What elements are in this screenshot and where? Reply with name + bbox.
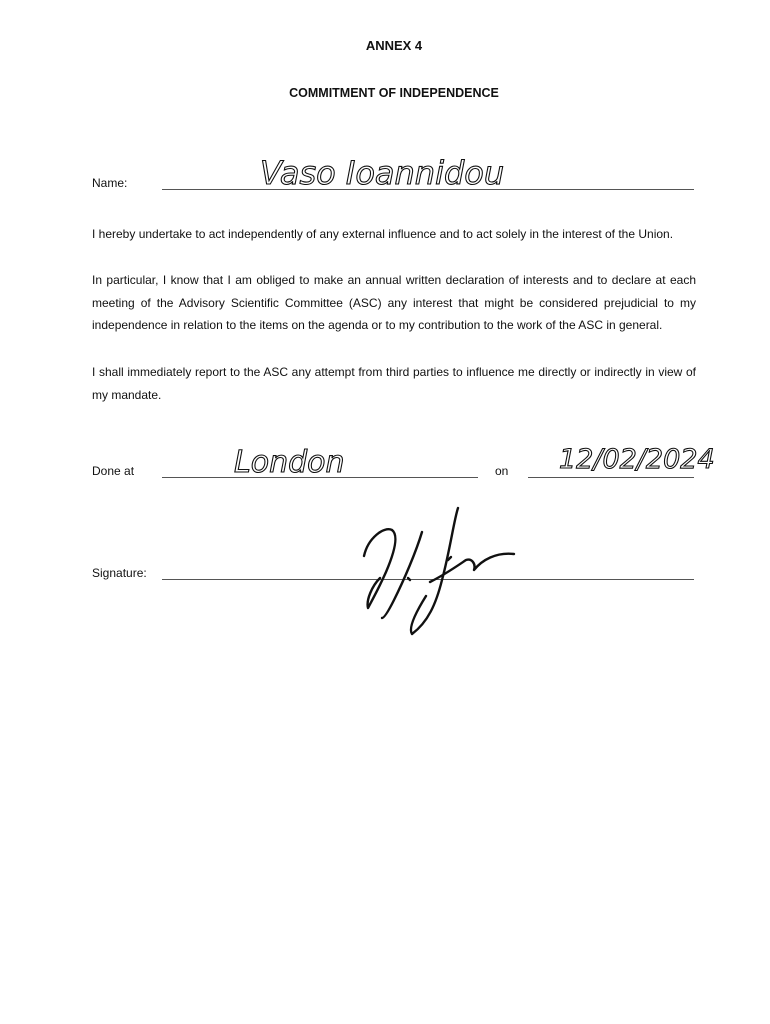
signature-label: Signature: <box>92 566 147 580</box>
paragraph-1-text: I hereby undertake to act independently of any external influence and to act solely in the interest of the Union. <box>92 227 674 241</box>
paragraph-3-text: I shall immediately report to the ASC any attempt from third parties to influence me directly or indirectly in view of my mandate. <box>92 365 696 402</box>
done-at-line <box>162 477 478 478</box>
handwritten-place-text: London <box>234 445 345 480</box>
paragraph-3 <box>92 361 696 406</box>
date-line <box>528 477 694 478</box>
handwritten-date <box>555 434 715 482</box>
handwritten-name-text: Vaso Ioannidou <box>260 154 505 192</box>
on-label: on <box>495 464 509 478</box>
done-at-label: Done at <box>92 464 135 478</box>
paragraph-2 <box>92 269 696 337</box>
name-line <box>162 189 694 190</box>
handwritten-date-text: 12/02/2024 <box>559 444 715 475</box>
handwritten-name <box>250 148 530 198</box>
paragraph-2-text: In particular, I know that I am obliged to make an annual written declaration of interests and to declare at each meeting of the Advisory Scientific Committee (ASC) any interest that might be considered prejudicial to my independence in relation to the items on the agenda or to my contribution to the work of the ASC in general. <box>92 273 696 332</box>
paragraph-1 <box>92 223 696 246</box>
name-label: Name: <box>92 176 128 190</box>
annex-heading: ANNEX 4 <box>365 38 423 53</box>
signature-line <box>162 579 694 580</box>
signature-graphic <box>350 500 530 645</box>
document-title: COMMITMENT OF INDEPENDENCE <box>289 86 499 100</box>
